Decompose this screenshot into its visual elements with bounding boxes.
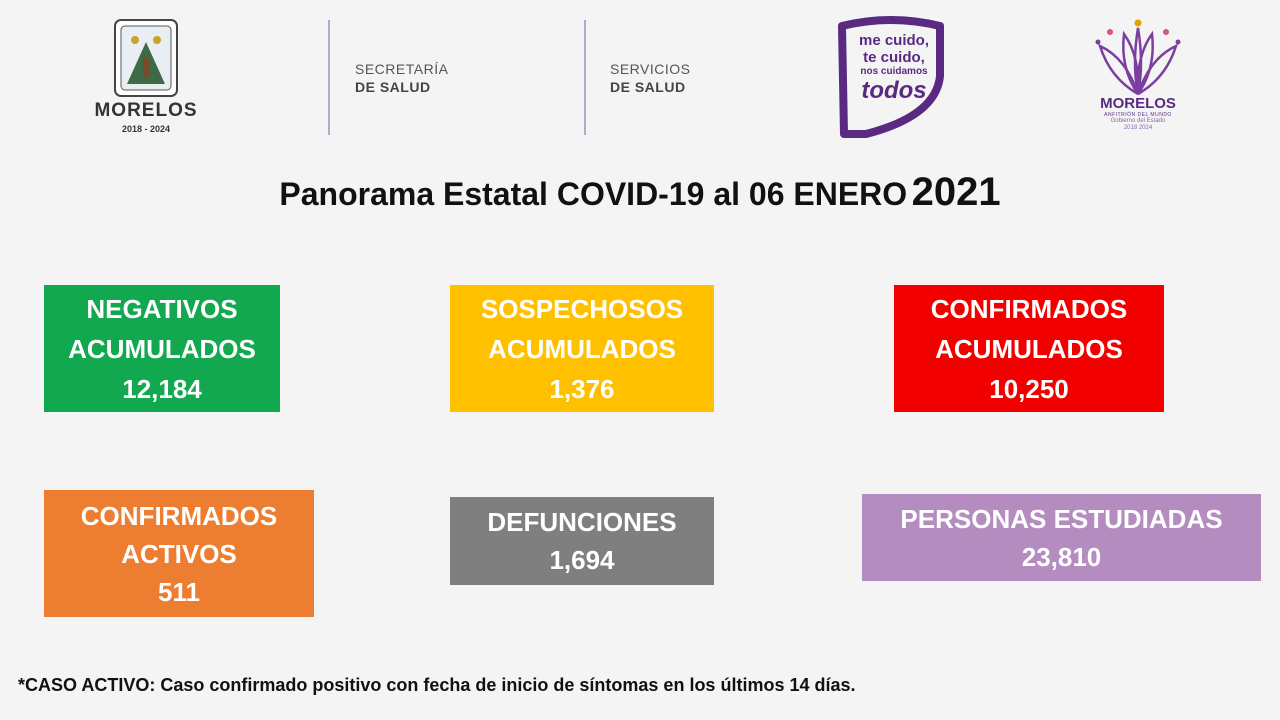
gov-logo-line2: 2018 2024 (1123, 125, 1153, 131)
servicios-line1: SERVICIOS (610, 61, 691, 77)
stat-label: SOSPECHOSOS (480, 293, 684, 324)
crest-years: 2018 - 2024 (121, 124, 171, 134)
divider (328, 20, 330, 135)
secretaria-logo (355, 60, 448, 96)
stat-card-activos (44, 490, 314, 617)
stat-value: 23,810 (1021, 541, 1102, 572)
footnote: *CASO ACTIVO: Caso confirmado positivo con fecha de inicio de síntomas en los últimos 14 días. (18, 675, 856, 695)
stat-label: CONFIRMADOS (930, 293, 1128, 324)
gov-logo-text (1088, 96, 1188, 132)
stat-label: ACUMULADOS (68, 333, 256, 364)
stat-value: 1,376 (549, 373, 615, 404)
stat-label: ACUMULADOS (488, 333, 676, 364)
stat-value: 12,184 (122, 373, 202, 404)
stat-card-defunciones (450, 497, 714, 585)
stat-value: 1,694 (549, 545, 615, 575)
servicios-logo (610, 60, 691, 96)
stat-label: PERSONAS ESTUDIADAS (900, 503, 1223, 534)
stat-card-estudiadas (862, 494, 1261, 581)
secretaria-line2: DE SALUD (355, 79, 431, 95)
title-year: 2021 (911, 170, 1001, 214)
campaign-line2: te cuido, (863, 49, 925, 66)
morelos-crest-logo (113, 18, 179, 98)
secretaria-line1: SECRETARÍA (355, 61, 449, 77)
campaign-logo (848, 32, 940, 104)
stat-label: DEFUNCIONES (487, 507, 677, 537)
divider (584, 20, 586, 135)
servicios-line2: DE SALUD (610, 79, 686, 95)
title-main: Panorama Estatal COVID-19 al 06 ENERO (279, 176, 908, 212)
stat-card-confirmados (894, 285, 1164, 412)
stat-card-sospechosos (450, 285, 714, 412)
stat-label: ACUMULADOS (935, 333, 1123, 364)
campaign-line1: me cuido, (858, 32, 929, 49)
stat-value: 10,250 (989, 373, 1069, 404)
stat-label: CONFIRMADOS (80, 500, 278, 531)
campaign-line3: nos cuidamos (860, 66, 928, 77)
gov-logo-name: MORELOS (1100, 95, 1176, 112)
flower-logo-icon (1090, 18, 1186, 96)
stat-value: 511 (158, 576, 200, 607)
gov-logo-line1: Gobierno del Estado (1110, 118, 1166, 124)
header (0, 0, 1280, 150)
campaign-line4: todos (861, 77, 927, 104)
gov-logo-tagline: ANFITRIÓN DEL MUNDO (1104, 112, 1172, 118)
stat-label: ACTIVOS (121, 538, 237, 569)
crest-name: MORELOS (94, 100, 198, 121)
stat-label: NEGATIVOS (86, 293, 238, 324)
page-title (0, 170, 1280, 215)
stat-card-negativos (44, 285, 280, 412)
